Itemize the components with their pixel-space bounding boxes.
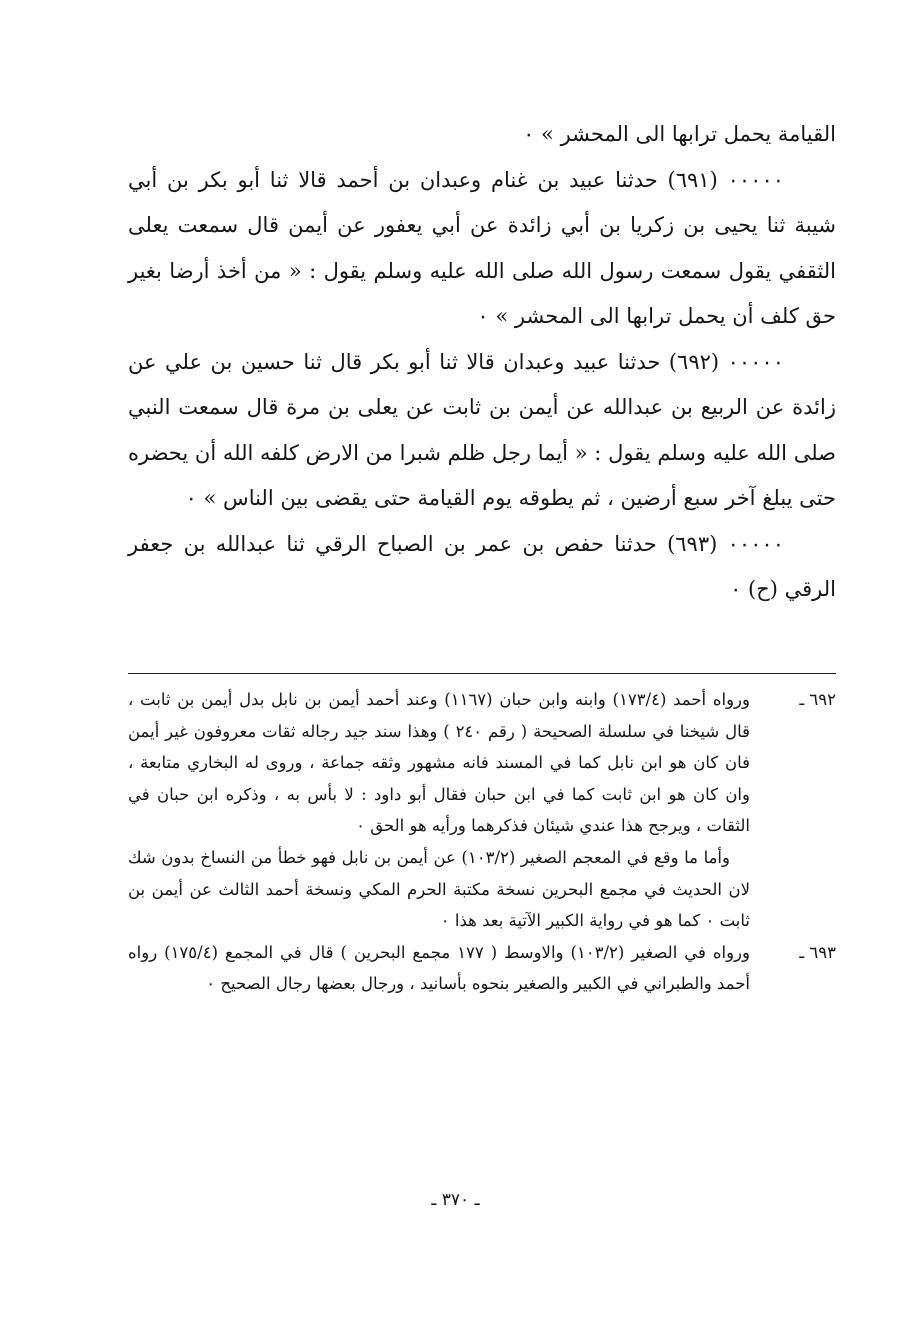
hadith-691: ٠٠٠٠٠ (٦٩١) حدثنا عبيد بن غنام وعبدان بن أحمد قالا ثنا أبو بكر بن أبي شيبة ثنا يحيى بن زكريا بن أبي زائدة عن أبي يعفور عن أيمن قال سمعت يعلى الثقفي يقول سمعت رسول الله صلى الله عليه وسلم يقول : « من أخذ أرضا بغير حق كلف أن يحمل ترابها الى المحشر » ٠ xyxy=(128,167,837,328)
footnote-divider xyxy=(128,673,836,674)
footnote-paragraph: وأما ما وقع في المعجم الصغير (١٠٣/٢) عن أيمن بن نابل فهو خطأ من النساخ بدون شك لان الحديث في مجمع البحرين نسخة مكتبة الحرم المكي ونسخة أحمد الثالث عن أيمن بن ثابت ٠ كما هو في رواية الكبير الآتية بعد هذا ٠ xyxy=(128,847,750,931)
text-paragraph: القيامة يحمل ترابها الى المحشر » ٠ xyxy=(523,122,836,146)
footnote-693 xyxy=(128,937,836,1000)
footnotes xyxy=(128,684,836,1000)
hadith-692: ٠٠٠٠٠ (٦٩٢) حدثنا عبيد وعبدان قالا ثنا أبو بكر قال ثنا حسين بن علي عن زائدة عن الربيع بن عبدالله عن أيمن بن ثابت عن يعلى بن مرة قال سمعت النبي صلى الله عليه وسلم يقول : « أيما رجل ظلم شبرا من الارض كلفه الله أن يحضره حتى يبلغ آخر سبع أرضين ، ثم يطوقه يوم القيامة حتى يقضى بين الناس » ٠ xyxy=(128,349,836,510)
main-text xyxy=(128,112,836,613)
footnote-number: ٦٩٢ ـ xyxy=(799,690,836,709)
footnote-paragraph: ورواه في الصغير (١٠٣/٢) والاوسط ( ١٧٧ مجمع البحرين ) قال في المجمع (١٧٥/٤) رواه أحمد والطبراني في الكبير والصغير بنحوه بأسانيد ، ورجال بعضها رجال الصحيح ٠ xyxy=(128,942,750,994)
footnote-692 xyxy=(128,684,836,937)
footnote-paragraph: ورواه أحمد (١٧٣/٤) وابنه وابن حبان (١١٦٧) وعند أحمد أيمن بن نابل بدل أيمن بن ثابت ، قال شيخنا في سلسلة الصحيحة ( رقم ٢٤٠ ) وهذا سند جيد رجاله ثقات معروفون غير أيمن فان كان هو ابن نابل كما في المسند فانه مشهور وثقه جماعة ، وروى له البخاري متابعة ، وان كان هو ابن ثابت كما في ابن حبان فقال أبو داود : لا بأس به ، وذكره ابن حبان في الثقات ، ويرجح هذا عندي شيئان فذكرهما ورأيه هو الحق ٠ xyxy=(128,690,750,836)
footnote-number: ٦٩٣ ـ xyxy=(799,942,836,962)
hadith-693: ٠٠٠٠٠ (٦٩٣) حدثنا حفص بن عمر بن الصباح الرقي ثنا عبدالله بن جعفر الرقي (ح) ٠ xyxy=(128,531,836,601)
page-number: ـ ٣٧٠ ـ xyxy=(431,1190,480,1210)
